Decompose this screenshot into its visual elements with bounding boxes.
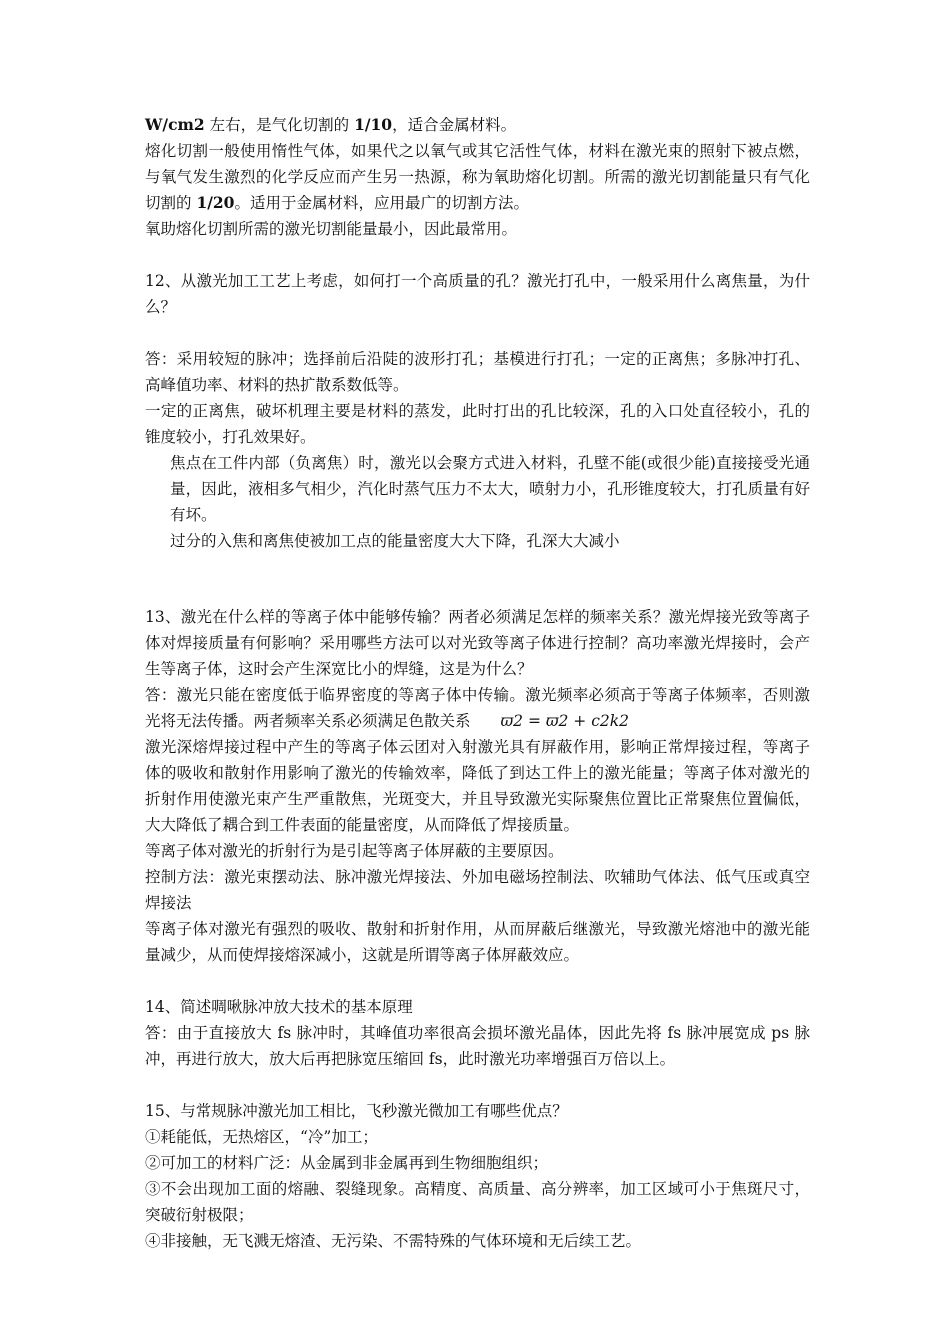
bold-ratio: 1/20 <box>196 193 235 212</box>
q12-answer: 答：采用较短的脉冲；选择前后沿陡的波形打孔；基模进行打孔；一定的正离焦；多脉冲打孔、高峰值功率、材料的热扩散系数低等。 <box>145 350 810 394</box>
q13-para4: 控制方法：激光束摆动法、脉冲激光焊接法、外加电磁场控制法、吹辅助气体法、低气压或真空焊接法 <box>145 868 810 912</box>
q11-tail-line1 <box>145 112 810 138</box>
q15-item-3: ③不会出现加工面的熔融、裂缝现象。高精度、高质量、高分辨率，加工区域可小于焦斑尺寸，突破衍射极限； <box>145 1180 810 1224</box>
q11-tail-para2 <box>145 138 810 216</box>
q12-point2: 焦点在工件内部（负离焦）时，激光以会聚方式进入材料，孔壁不能(或很少能)直接接受光通量，因此，液相多气相少，汽化时蒸气压力不太大，喷射力小，孔形锥度较大，打孔质量有好有坏。 <box>170 454 810 524</box>
q15-item-4: ④非接触，无飞溅无熔渣、无污染、不需特殊的气体环境和无后续工艺。 <box>145 1232 642 1250</box>
q13-para3: 等离子体对激光的折射行为是引起等离子体屏蔽的主要原因。 <box>145 842 564 860</box>
q15-item-2: ②可加工的材料广泛：从金属到非金属再到生物细胞组织； <box>145 1154 549 1172</box>
q11-tail-para3: 氧助熔化切割所需的激光切割能量最小，因此最常用。 <box>145 220 518 238</box>
q13-para2: 激光深熔焊接过程中产生的等离子体云团对入射激光具有屏蔽作用，影响正常焊接过程，等离子体的吸收和散射作用影响了激光的传输效率，降低了到达工件上的激光能量；等离子体对激光的折射作用使激光束产生严重散焦，光斑变大，并且导致激光实际聚焦位置比正常聚焦位置偏低，大大降低了耦合到工件表面的能量密度，从而降低了焊接质量。 <box>145 738 810 834</box>
q12-point3: 过分的入焦和离焦使被加工点的能量密度大大下降，孔深大大减小 <box>170 532 620 550</box>
bold-ratio: 1/10 <box>354 115 393 134</box>
text-span: 左右，是气化切割的 <box>204 116 355 134</box>
q15-item-1: ①耗能低，无热熔区，“冷”加工； <box>145 1128 378 1146</box>
text-span: ，适合金属材料。 <box>392 116 517 134</box>
q14-answer: 答：由于直接放大 fs 脉冲时，其峰值功率很高会损坏激光晶体，因此先将 fs 脉冲展宽成 ps 脉冲，再进行放大，放大后再把脉宽压缩回 fs，此时激光功率增强百万倍以上。 <box>145 1024 810 1068</box>
q14-question: 14、简述啁啾脉冲放大技术的基本原理 <box>145 998 413 1016</box>
q12-question: 12、从激光加工工艺上考虑，如何打一个高质量的孔？激光打孔中，一般采用什么离焦量，为什么？ <box>145 272 810 316</box>
q13-para5: 等离子体对激光有强烈的吸收、散射和折射作用，从而屏蔽后继激光，导致激光熔池中的激光能量减少，从而使焊接熔深减小，这就是所谓等离子体屏蔽效应。 <box>145 920 810 964</box>
bold-unit: W/cm2 <box>145 115 205 134</box>
text-span: 熔化切割一般使用惰性气体，如果代之以氧气或其它活性气体，材料在激光束的照射下被点燃，与氧气发生激烈的化学反应而产生另一热源，称为氧助熔化切割。所需的激光切割能量只有气化切割的 <box>145 142 810 212</box>
q12-point1: 一定的正离焦，破坏机理主要是材料的蒸发，此时打出的孔比较深，孔的入口处直径较小，孔的锥度较小，打孔效果好。 <box>145 402 810 446</box>
text-span: 。适用于金属材料，应用最广的切割方法。 <box>234 194 529 212</box>
q13-question: 13、激光在什么样的等离子体中能够传输？两者必须满足怎样的频率关系？激光焊接光致等离子体对焊接质量有何影响？采用哪些方法可以对光致等离子体进行控制？高功率激光焊接时，会产生等离子体，这时会产生深宽比小的焊缝，这是为什么？ <box>145 608 810 678</box>
q15-question: 15、与常规脉冲激光加工相比，飞秒激光微加工有哪些优点？ <box>145 1102 568 1120</box>
dispersion-formula: ϖ2 = ϖ2 + c2k2 <box>500 712 629 730</box>
q13-answer <box>145 682 810 734</box>
document-page <box>145 112 810 1254</box>
text-span: 答：激光只能在密度低于临界密度的等离子体中传输。激光频率必须高于等离子体频率，否则激光将无法传播。两者频率关系必须满足色散关系 <box>145 686 810 730</box>
